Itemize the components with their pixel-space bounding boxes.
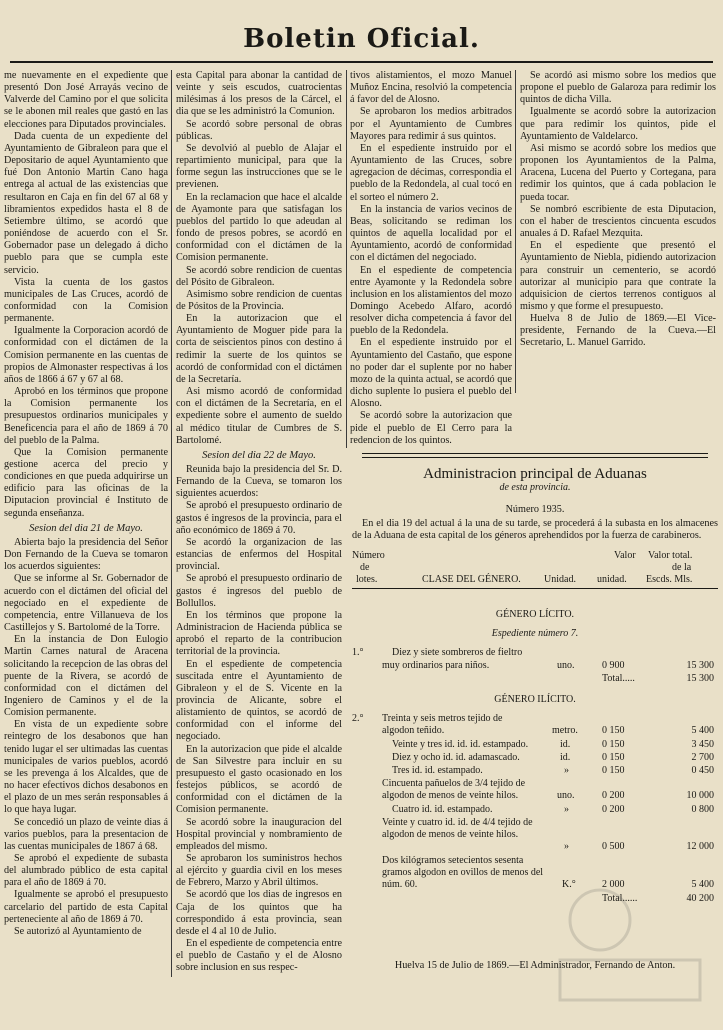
total-label: Total...... [602,893,638,905]
column-2 [176,70,342,975]
paragraph: Se aprobó el expediente de subasta del alumbrado público de esta capital para el año de 1869 á 70. [4,853,168,889]
notice-signature: Huelva 15 de Julio de 1869.—El Administrador, Fernando de Anton. [394,960,676,971]
paragraph: Igualmente la Corporacion acordó de conformidad con el dictámen de la Comision permanente en las cuentas de propios de Almonaster respectivas á los años de 1866 á 67 y 67 al 68. [4,325,168,385]
signature-paragraph: Huelva 8 de Julio de 1869.—El Vice-presidente, Fernando de la Cueva.—El Secretario, L. Manuel Garrido. [520,313,716,349]
table-row [352,804,718,817]
paragraph: Reunida bajo la presidencia del Sr. D. Fernando de la Cueva, se tomaron los siguientes acuerdos: [176,464,342,500]
table-header [352,548,718,589]
paragraph: En el espediente que presentó el Ayuntamiento de Niebla, pidiendo autorizacion para construir un cementerio, se acordó autorizar al municipio para que contrate la adquisicion de ciertos terrenos contiguos al mismo y que forme el presupuesto. [520,240,716,312]
paragraph: Igualmente se acordó sobre la autorizacion que para redimir los quintos, pide el Ayuntamiento de Valdelarco. [520,106,716,142]
item-desc: Veinte y cuatro id. id. de 4/4 tejido de algodon de menos de veinte hilos. [382,817,533,841]
goods-table [352,589,718,906]
header-unit: Unidad. [544,574,576,586]
column-1 [4,70,168,938]
paragraph: En los términos que propone la Administracion de Hacienda pública se aprobó el reparto de la contribucion territorial de la provincia. [176,609,342,658]
item-value: 0 150 [602,725,625,737]
session-heading: Sesion del dia 22 de Mayo. [202,449,316,461]
item-value: 0 150 [602,739,625,751]
header-total: Escds. Mls. [646,574,693,586]
paragraph: Asimismo sobre rendicion de cuentas de Pósitos de la Provincia. [176,288,342,312]
table-row [352,765,718,778]
paragraph: Se aprobó el presupuesto ordinario de gastos é ingresos del pueblo de Bollullos. [176,573,342,609]
item-total: 0 450 [691,765,714,777]
paragraph: En el espediente instruido por el Ayuntamiento de las Cruces, sobre agregacion de décimas, correspondia el pueblo de la Redondela, al cual tocó en el sorteo el número 2. [350,142,512,203]
paragraph: Que se informe al Sr. Gobernador de acuerdo con el dictámen del oficial del negociado en el expediente de competencia, entre Villanueva de los Castillejos y S. Bartolomé de la Torre. [4,573,168,634]
item-total: 15 300 [686,660,714,672]
total-label: Total..... [602,673,635,685]
item-value: 0 150 [602,765,625,777]
column-4 [520,70,716,350]
total-row [352,673,718,686]
item-unit: » [564,841,569,853]
paragraph: Que la Comision permanente gestione acerca del precio y condiciones en que pueda adquirirse un edificio para las oficinas de la Diputacion provincial é Instituto de segunda enseñanza. [4,446,168,519]
table-row [352,778,718,804]
paragraph: Se aprobaron los medios arbitrados por el Ayuntamiento de Cumbres Mayores para redimir á sus quintos. [350,106,512,142]
header-lot: Número [352,550,385,562]
header-total: Valor total. [648,550,693,562]
paragraph: Abierta bajo la presidencia del Señor Don Fernando de la Cueva se tomaron los acuerdos siguientes: [4,536,168,573]
header-value: unidad. [597,574,627,586]
paragraph: Se acordó sobre personal de obras públicas. [176,118,342,142]
item-desc: Cuatro id. id. estampado. [392,804,493,816]
item-unit: uno. [557,790,575,802]
item-unit: id. [560,739,571,751]
paragraph: Se aprobó el presupuesto ordinario de gastos é ingresos de la provincia, para el año económico de 1869 á 70. [176,500,342,536]
item-total: 2 700 [691,752,714,764]
item-desc: Diez y ocho id. id. adamascado. [392,752,520,764]
item-value: 0 150 [602,752,625,764]
case-label: Espediente número 7. [491,628,579,640]
archive-watermark-icon [540,880,710,1030]
paragraph: Dada cuenta de un expediente del Ayuntamiento de Gibraleon para que el Depositario de aquel Ayuntamiento que fué Don Antonio Martin Cano haga entrega al actual de las existencias que resultaron en Caja en fin del 67 al 68 y libramientos expedidos hasta el 8 de Setiembre último, se acordó que poniéndose de acuerdo con el Sr. Gobernador pase un delegado á dicho pueblo para que se cumpla este servicio. [4,130,168,276]
notice-subtitle: de esta provincia. [499,482,571,494]
table-row [352,660,718,673]
item-total: 5 400 [691,725,714,737]
notice-intro: En el dia 19 del actual á la una de su tarde, se procederá á la subasta en los almacenes de la Aduana de esta capital de los géneros aprehendidos por la fuerza de carabineros. [352,517,718,541]
header-value: Valor [614,550,636,562]
item-total: 5 400 [691,879,714,891]
column-divider [346,70,347,448]
table-row [352,647,718,660]
item-value: 0 500 [602,841,625,853]
item-unit: uno. [557,660,575,672]
paragraph: Igualmente se aprobó el presupuesto carcelario del partido de esta Capital perteneciente al año de 1869 á 70. [4,889,168,925]
item-unit: metro. [552,725,578,737]
paragraph: En la instancia de Don Eulogio Martin Carnes natural de Aracena solicitando la recepcion de las obras del puente de la Rivera, se acordó de conformidad con el dictámen del Ingeniero de Caminos y el de la Comision permanente. [4,634,168,719]
notice-title: Administracion principal de Aduanas [423,466,647,482]
item-total: 10 000 [686,790,714,802]
item-desc: Diez y siete sombreros de fieltro [392,647,523,659]
paragraph: Se autorizó al Ayuntamiento de [14,925,142,937]
masthead-rule [10,61,713,63]
item-total: 12 000 [686,841,714,853]
header-class: CLASE DEL GÉNERO. [422,574,521,586]
paragraph: Se aprobaron los suministros hechos al ejército y guardia civil en los meses de Febrero, Marzo y Abril últimos. [176,853,342,889]
item-total: 3 450 [691,739,714,751]
session-heading: Sesion del dia 21 de Mayo. [29,522,143,534]
paragraph: Se acordó sobre la inauguracion del Hospital provincial y nombramiento de empleados del mismo. [176,816,342,852]
paragraph: Aprobó en los términos que propone la Comision permanente los presupuestos ordinarios municipales y Beneficencia para el año de 1869 á 70 del pueblo de la Palma. [4,386,168,446]
paragraph: Se acordó sobre la autorizacion que pide el pueblo de El Cerro para la redencion de los quintos. [350,410,512,446]
item-desc: Cincuenta pañuelos de 3/4 tejido de algodon de menos de veinte hilos. [382,778,526,802]
item-unit: K.° [562,879,576,891]
paragraph: esta Capital para abonar la cantidad de veinte y seis escudos, cuatrocientas milésimas á los presos de la Cárcel, el dia que se les administró la Comunion. [176,70,342,118]
section-label: GÉNERO LÍCITO. [495,609,575,621]
paragraph: En la instancia de varios vecinos de Beas, solicitando se rediman los quintos de aquella localidad por el Ayuntamiento, acordó de conformidad con el dictámen del negociado. [350,203,512,264]
header-total: de la [672,562,692,574]
paragraph: En la autorizacion que el Ayuntamiento de Moguer pide para la corta de seiscientos pinos con destino á redimir la suerte de los quintos se acordó de conformidad con el dictámen de la Secretaría. [176,313,342,385]
lot-number: 1.° [352,647,364,659]
lot-number: 2.° [352,713,364,725]
item-value: 2 000 [602,879,625,891]
paragraph: Asi mismo acordó de conformidad con el dictámen de la Secretaría, en el expediente sobre el aumento de sueldo al médico titular de Cumbres de S. Bartolomé. [176,386,342,446]
item-unit: » [564,804,569,816]
paragraph: Asi mismo se acordó sobre los medios que proponen los Ayuntamientos de la Palma, Aracena, Lucena del Puerto y Cortegana, para redimir los quintos, que á cada poblacion le pueda tocar. [520,142,716,203]
table-row [352,739,718,752]
item-total: 0 800 [691,804,714,816]
paragraph: Se acordó asi mismo sobre los medios que propone el pueblo de Galaroza para redimir los quintos de dicha Villa. [520,70,716,106]
section-divider [352,453,718,458]
paragraph: Se acordó la organizacion de las estancias de enfermos del Hospital provincial. [176,536,342,573]
item-value: 0 200 [602,804,625,816]
paragraph: Se acordó que los dias de ingresos en Caja de los quintos que ha correspondido á esta provincia, sean desde el 4 al 10 de Julio. [176,889,342,937]
item-value: 0 900 [602,660,625,672]
column-divider [171,70,172,977]
paragraph: me nuevamente en el expediente que presentó Don José Arrayás vecino de Valverde del Camino por el que solicita se le abonen mil reales que gastó en las elecciones para Diputados provinciales. [4,70,168,130]
paragraph: En la reclamacion que hace el alcalde de Ayamonte para que satisfagan los pueblos del partido lo que adeudan al fondo de presos pobres, se acordó en conformidad con el dictámen de la Comision permanente. [176,191,342,264]
item-desc: muy ordinarios para niños. [382,660,490,672]
table-row [352,752,718,765]
customs-notice [352,462,718,906]
paragraph: En el espediente de competencia entre el pueblo de Castaño y el de Alosno sobre inclusion en sus respec- [176,938,342,974]
paragraph: En vista de un expediente sobre reintegro de los desabonos que han tenido lugar el ser ultimadas las cuentas municipales de varios pueblos, acordó se les prevenga á los Alcaldes, que de no hacer efectivos dichos desabonos en el plazo de un mes serán responsables á lo que haya lugar. [4,719,168,816]
item-unit: id. [560,752,571,764]
item-desc: Treinta y seis metros tejido de algodon teñido. [382,713,503,737]
header-lot: de [360,562,370,574]
notice-number: Número 1935. [505,504,565,516]
column-3 [350,70,512,447]
paragraph: Se concedió un plazo de veinte dias á varios pueblos, para la presentacion de las cuentas municipales de 1867 á 68. [4,816,168,852]
masthead-title: Boletin Oficial. [243,24,480,54]
column-divider [515,70,516,393]
table-row [352,817,718,855]
paragraph: Se devolvió al pueblo de Alajar el repartimiento municipal, para que la forme segun las instrucciones que se le previenen. [176,142,342,191]
total-value: 15 300 [686,673,714,685]
paragraph: En la autorizacion que pide el alcalde de San Silvestre para incluir en su presupuesto el gasto ocasionado en los festejos públicos, se acordó de conformidad con el dictámen de la Comision permanente. [176,743,342,816]
item-desc: Veinte y tres id. id. id. estampado. [392,739,529,751]
paragraph: En el espediente de competencia entre Ayamonte y la Redondela sobre inclusion en los alistamientos del mozo Domingo Acebedo Alfaro, acordó resolver dicha competencia á favor del pueblo de la Redondela. [350,264,512,337]
header-lot: lotes. [356,574,378,586]
paragraph: Se acordó sobre rendicion de cuentas del Pósito de Gibraleon. [176,264,342,288]
item-desc: Tres id. id. estampado. [392,765,483,777]
paragraph: En el espediente de competencia suscitada entre el Ayuntamiento de Gibraleon y el de S. Vicente en la provincia de Alicante, sobre el alistamiento de quintos, se acordó de conformidad con el informe del negociado. [176,658,342,743]
section-label: GÉNERO ILÍCITO. [494,694,576,706]
paragraph: Se nombró escribiente de esta Diputacion, con el haber de trescientos cincuenta escudos anuales á D. Rafael Mezquita. [520,203,716,240]
paragraph: En el espediente instruido por el Ayuntamiento del Castaño, que espone no poder dar el suplente por no haber mozo de la quinta actual, se acordó que dicho suplente lo pusiera el pueblo del Alosno. [350,337,512,410]
total-value: 40 200 [686,893,714,905]
paragraph: tivos alistamientos, el mozo Manuel Muñoz Encina, resolvió la competencia á favor del de Alosno. [350,70,512,106]
table-row [352,713,718,739]
item-unit: » [564,765,569,777]
paragraph: Vista la cuenta de los gastos municipales de Las Cruces, acordó de conformidad con la Comision permanente. [4,276,168,325]
item-desc: Dos kilógramos setecientos sesenta gramos algodon en ovillos de menos del núm. 60. [382,855,544,891]
item-value: 0 200 [602,790,625,802]
